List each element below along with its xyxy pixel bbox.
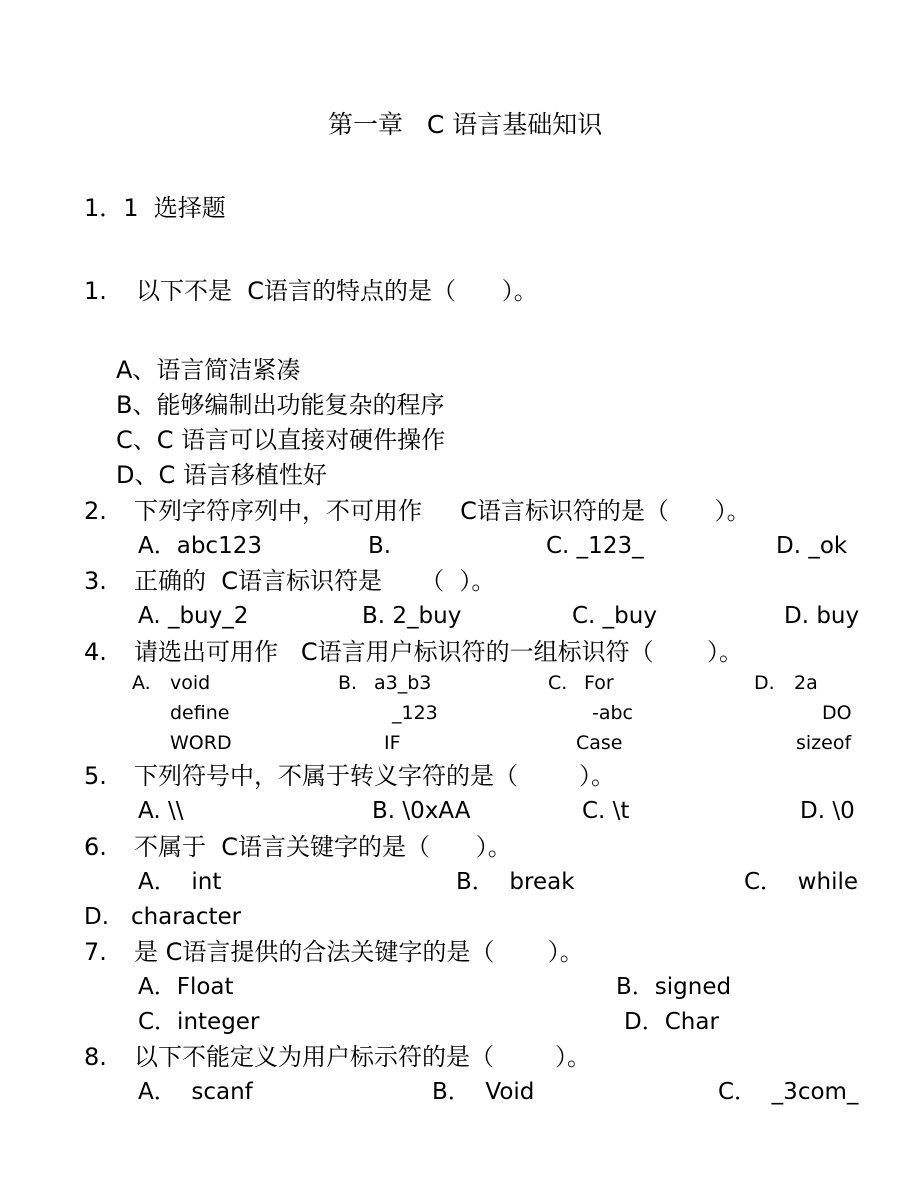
question-number: 5. (84, 762, 107, 790)
question-number: 1. (84, 277, 107, 305)
option-a: A．abc123 (138, 533, 262, 559)
option-c: C．integer (138, 1009, 260, 1035)
option-b: B． Void (432, 1079, 535, 1105)
option-d-item: sizeof (796, 732, 852, 754)
option-a: A． scanf (138, 1079, 253, 1105)
option-a-item: void (170, 672, 211, 694)
option-c: C、C 语言可以直接对硬件操作 (116, 426, 446, 454)
option-a: A． int (138, 869, 222, 895)
option-d: D. \0 (800, 798, 855, 824)
option-d: D. buy (784, 603, 860, 629)
question-number: 7. (84, 938, 107, 966)
option-c-item: For (584, 672, 614, 694)
option-b: B. \0xAA (372, 798, 471, 824)
option-b: B．signed (616, 974, 732, 1000)
chapter-title: 第一章 C 语言基础知识 (328, 110, 603, 139)
option-b: B. (368, 533, 392, 559)
option-a: A、语言简洁紧凑 (116, 356, 301, 384)
question-number: 2. (84, 497, 107, 525)
option-d: D．Char (624, 1009, 719, 1035)
option-b: B、能够编制出功能复杂的程序 (116, 391, 445, 419)
option-d-label: D. (754, 672, 775, 694)
section-heading: 1．1 选择题 (84, 194, 226, 222)
option-c: C. _123_ (546, 533, 644, 559)
option-a: A. _buy_2 (138, 603, 249, 629)
question-stem: 下列符号中，不属于转义字符的是（ ）。 (134, 762, 616, 790)
option-b: B. 2_buy (362, 603, 462, 629)
question-stem: 是 C语言提供的合法关键字的是（ ）。 (134, 938, 584, 966)
option-a-item: define (170, 702, 230, 724)
option-a-label: A. (132, 672, 151, 694)
question-stem: 下列字符序列中，不可用作 C语言标识符的是（ ）。 (134, 497, 751, 525)
question-number: 3. (84, 567, 107, 595)
question-stem: 正确的 C语言标识符是 （ ）。 (134, 567, 496, 595)
question-number: 6. (84, 833, 107, 861)
option-d: D. _ok (776, 533, 848, 559)
option-a: A. \\ (138, 798, 184, 824)
option-b-item: IF (384, 732, 401, 754)
option-c-item: Case (576, 732, 623, 754)
question-stem: 以下不能定义为用户标示符的是（ ）。 (134, 1043, 592, 1071)
option-d: D、C 语言移植性好 (116, 461, 327, 489)
option-b-label: B. (338, 672, 358, 694)
option-c: C. \t (582, 798, 630, 824)
option-c: C． while (744, 869, 859, 895)
option-c: C． _3com_ (718, 1079, 859, 1105)
question-number: 4. (84, 638, 107, 666)
option-b-item: a3_b3 (374, 672, 432, 694)
question-stem: 不属于 C语言关键字的是（ ）。 (134, 833, 512, 861)
option-c: C. _buy (572, 603, 657, 629)
question-stem: 请选出可用作 C语言用户标识符的一组标识符（ ）。 (134, 638, 744, 666)
option-b-item: _123 (392, 702, 438, 724)
option-d-item: 2a (794, 672, 818, 694)
option-d: D. character (84, 904, 242, 930)
option-c-label: C. (548, 672, 568, 694)
option-d-item: DO (822, 702, 852, 724)
question-stem: 以下不是 C语言的特点的是（ ）。 (136, 277, 538, 305)
question-number: 8. (84, 1043, 107, 1071)
option-a: A．Float (138, 974, 234, 1000)
option-c-item: -abc (592, 702, 634, 724)
option-b: B． break (456, 869, 575, 895)
option-a-item: WORD (170, 732, 232, 754)
